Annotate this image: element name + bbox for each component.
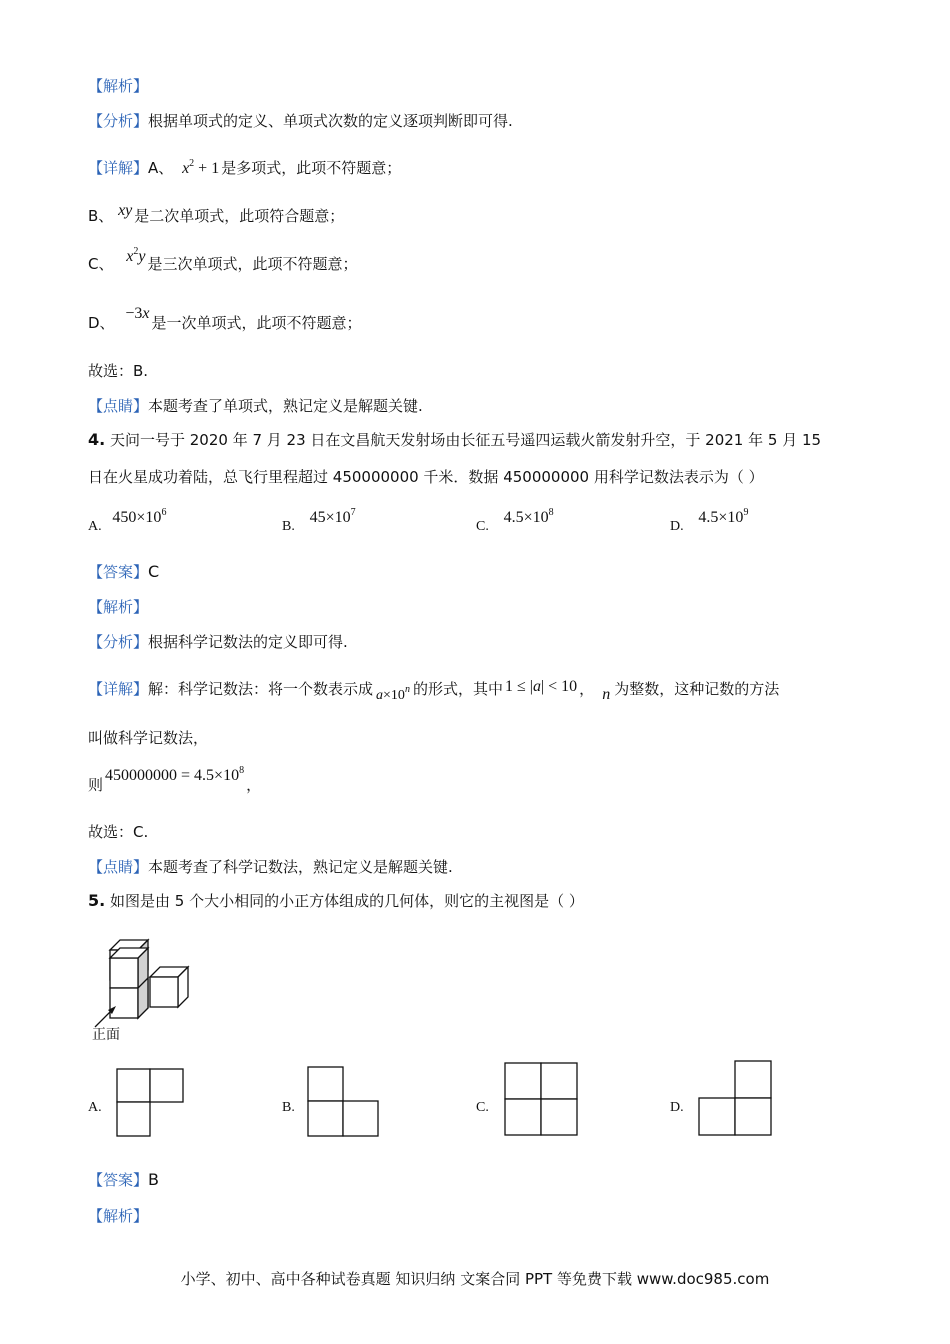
q4-option-b [282, 507, 356, 534]
expr-a-times-10n: $a\times 10^n$ [376, 684, 410, 703]
front-label: 正面 [92, 1027, 120, 1043]
q4-ze-line [88, 765, 262, 796]
page-footer: 小学、初中、高中各种试卷真题 知识归纳 文案合同 PPT 等免费下载 www.doc985.com [180, 1270, 770, 1288]
q4-option-d-letter: D. [670, 519, 684, 534]
expr-x2y: $x^2y$ [126, 246, 146, 265]
option-b-text: 是二次单项式，此项符合题意； [134, 207, 345, 225]
expr-xy: xy [118, 202, 133, 219]
q5-option-b-figure [307, 1066, 379, 1138]
expr-450000000: $450000000 = 4.5\times 10^8$ [105, 765, 245, 784]
xiangjie-line-a [88, 158, 401, 179]
q4-answer-tag: 【答案】 [88, 563, 149, 581]
option-d-text: 是一次单项式，此项不符题意； [151, 314, 362, 332]
fenxi-tag: 【分析】 [88, 112, 149, 130]
q4-xiangjie-text-c: ， [579, 680, 595, 698]
q5-option-d-figure [698, 1060, 773, 1138]
q5-option-c-letter: C. [476, 1100, 489, 1115]
q4-option-d [670, 507, 749, 534]
q4-option-c-letter: C. [476, 519, 489, 534]
dianjing-tag: 【点睛】 [88, 397, 149, 415]
dianjing-line-1 [88, 396, 423, 416]
xiangjie-line-d [88, 305, 362, 334]
q4-option-c-expr: $4.5\times 10^8$ [503, 507, 554, 526]
xiangjie-line-c [88, 246, 358, 275]
q4-dianjing-line [88, 857, 453, 877]
q4-answer [88, 562, 159, 582]
q4-text-1: 天问一号于 2020 年 7 月 23 日在文昌航天发射场由长征五号遥四运载火箭发射升空，于 2021 年 5 月 15 [105, 431, 822, 449]
q4-option-d-expr: $4.5\times 10^9$ [698, 507, 749, 526]
q5-number: 5. [88, 891, 106, 910]
q4-ze-text: 则 [88, 776, 104, 794]
q4-option-c [476, 507, 554, 534]
q4-xiangjie-line-2: 叫做科学记数法， [88, 729, 209, 747]
fenxi-line-1 [88, 111, 513, 131]
q4-answer-value: C [148, 562, 160, 581]
q5-option-c-figure [504, 1062, 578, 1137]
q4-jiexi-heading: 【解析】 [88, 598, 149, 616]
q4-option-a [88, 507, 167, 534]
q4-dianjing-text: 本题考查了科学记数法，熟记定义是解题关键. [148, 858, 453, 876]
q5-option-a-letter: A. [88, 1100, 102, 1115]
q4-option-b-letter: B. [282, 519, 295, 534]
guxuan-1: 故选：B. [88, 362, 149, 380]
expr-neg-3x: −3x [125, 305, 150, 322]
q5-answer-value: B [148, 1170, 159, 1189]
q5-jiexi-heading: 【解析】 [88, 1207, 149, 1225]
q4-xiangjie-line [88, 679, 779, 701]
q4-line-1 [88, 430, 821, 450]
option-c-text: 是三次单项式，此项不符题意； [147, 255, 358, 273]
q5-line [88, 891, 584, 911]
expr-x2-plus-1: $x^2 + 1$ [182, 158, 220, 177]
q4-xiangjie-text-b: 的形式，其中 [412, 680, 503, 698]
q4-fenxi-text: 根据科学记数法的定义即可得. [148, 633, 348, 651]
xiangjie-line-b [88, 202, 345, 227]
q5-option-d-letter: D. [670, 1100, 684, 1115]
q4-xiangjie-text-d: 为整数，这种记数的方法 [614, 680, 780, 698]
q5-option-b-letter: B. [282, 1100, 295, 1115]
q4-fenxi-line [88, 632, 348, 652]
expr-abs-a-range: 1 ≤ |a| < 10 [504, 678, 578, 695]
xiangjie-tag: 【详解】 [88, 159, 149, 177]
q4-line-2: 日在火星成功着陆，总飞行里程超过 450000000 千米．数据 450000000 用科学记数法表示为（ ） [88, 468, 764, 486]
q4-xiangjie-text-a: 解：科学记数法：将一个数表示成 [148, 680, 374, 698]
option-a-prefix: A、 [148, 159, 174, 177]
dianjing-text: 本题考查了单项式，熟记定义是解题关键. [148, 397, 423, 415]
option-c-prefix: C、 [88, 255, 114, 273]
q5-answer [88, 1170, 159, 1190]
q4-option-a-letter: A. [88, 519, 102, 534]
q4-xiangjie-tag: 【详解】 [88, 680, 149, 698]
fenxi-text: 根据单项式的定义、单项式次数的定义逐项判断即可得. [148, 112, 513, 130]
q4-option-b-expr: $45\times 10^7$ [309, 507, 356, 526]
q4-ze-comma: ， [246, 776, 262, 794]
q4-fenxi-tag: 【分析】 [88, 633, 149, 651]
q4-number: 4. [88, 430, 106, 449]
expr-n: n [602, 686, 611, 703]
q4-guxuan: 故选：C. [88, 823, 149, 841]
q5-answer-tag: 【答案】 [88, 1171, 149, 1189]
q5-option-a-figure [116, 1068, 184, 1138]
option-d-prefix: D、 [88, 314, 115, 332]
q5-text: 如图是由 5 个大小相同的小正方体组成的几何体，则它的主视图是（ ） [105, 892, 584, 910]
q4-option-a-expr: $450\times 10^6$ [112, 507, 167, 526]
q4-dianjing-tag: 【点睛】 [88, 858, 149, 876]
option-a-text: 是多项式，此项不符题意； [221, 159, 402, 177]
jiexi-heading-1: 【解析】 [88, 77, 149, 95]
option-b-prefix: B、 [88, 207, 114, 225]
